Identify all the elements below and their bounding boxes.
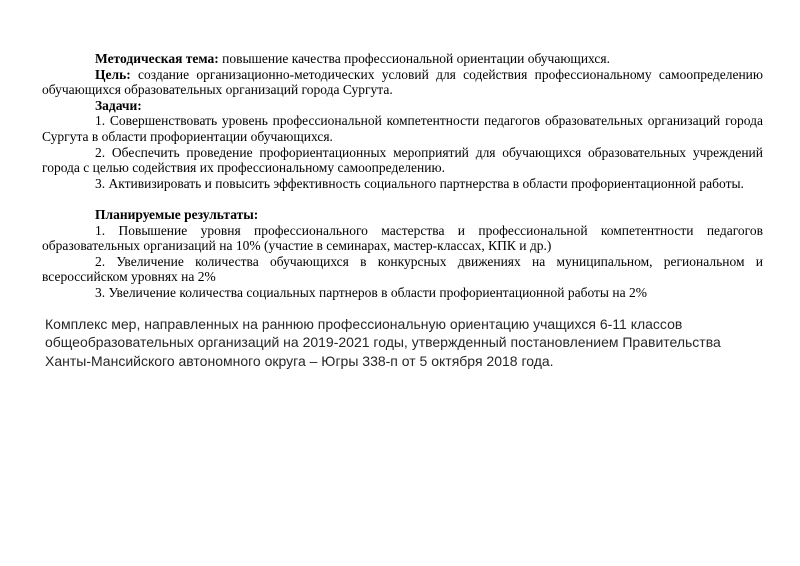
text-run: 2. Обеспечить проведение профориентационных мероприятий для обучающихся образовательных учреждений города с целью содействия их профессиональному самоопределению. bbox=[42, 144, 763, 176]
complex-measures-note bbox=[45, 315, 763, 371]
bold-text-run: Методическая тема: bbox=[95, 51, 219, 66]
bold-text-run: Планируемые результаты: bbox=[95, 206, 259, 222]
task-1 bbox=[42, 113, 763, 144]
tasks-heading bbox=[42, 98, 763, 114]
text-run: 1. Совершенствовать уровень профессиональной компетентности педагогов образовательных организаций города Сургута в области профориентации обучающихся. bbox=[42, 113, 763, 144]
result-3 bbox=[42, 285, 763, 301]
task-2 bbox=[42, 145, 763, 176]
bold-text-run: Цель: bbox=[95, 66, 131, 82]
text-run: повышение качества профессиональной ориентации обучающихся. bbox=[218, 51, 610, 66]
text-run: 3. Активизировать и повысить эффективность социального партнерства в области профориентационной работы. bbox=[95, 175, 744, 191]
methodical-theme bbox=[42, 51, 763, 67]
result-1 bbox=[42, 223, 763, 254]
bold-text-run: Задачи: bbox=[95, 97, 142, 113]
text-run: 3. Увеличение количества социальных партнеров в области профориентационной работы на 2% bbox=[95, 284, 647, 300]
goal bbox=[42, 67, 763, 98]
text-run: 2. Увеличение количества обучающихся в конкурсных движениях на муниципальном, региональном и всероссийском уровнях на 2% bbox=[42, 253, 763, 285]
result-2 bbox=[42, 254, 763, 285]
text-run: 1. Повышение уровня профессионального мастерства и профессиональной компетентности педагогов образовательных организаций на 10% (участие в семинарах, мастер-классах, КПК и др.) bbox=[42, 222, 763, 254]
task-3 bbox=[42, 176, 763, 192]
planned-results-heading bbox=[42, 207, 763, 223]
text-run: Комплекс мер, направленных на раннюю профессиональную ориентацию учащихся 6-11 классов общеобразовательных организаций на 2019-2021 годы, утвержденный постановлением Правительства Ханты-Мансийского автономного округа – Югры 338-п от 5 октября 2018 года. bbox=[45, 315, 721, 369]
text-run: создание организационно-методических условий для содействия профессиональному самоопределению обучающихся образовательных организаций города Сургута. bbox=[42, 66, 763, 98]
